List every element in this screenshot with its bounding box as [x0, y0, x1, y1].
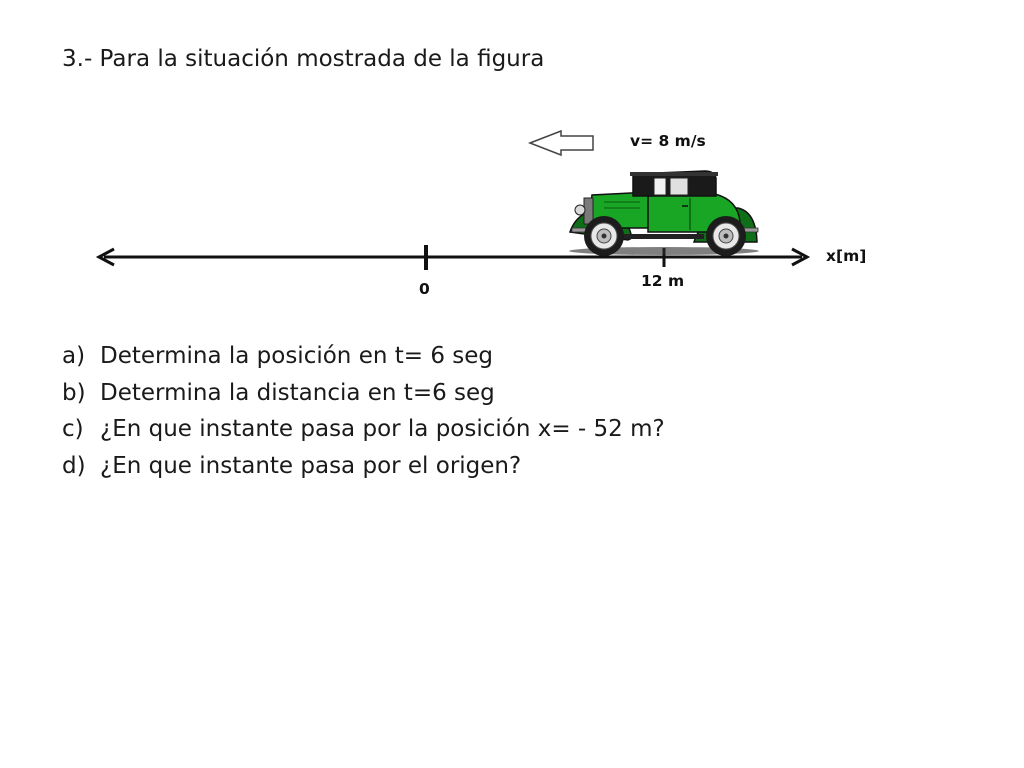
- velocity-label: v= 8 m/s: [630, 132, 706, 150]
- question-letter: d): [62, 452, 86, 479]
- question-letter: c): [62, 416, 84, 442]
- axis-label: x[m]: [826, 247, 867, 265]
- tick-12m-label: 12 m: [641, 272, 685, 290]
- motion-diagram: [0, 0, 1024, 330]
- list-item: [62, 375, 665, 412]
- velocity-arrow-icon: [530, 131, 593, 155]
- list-item: [62, 338, 665, 375]
- list-item: [62, 411, 665, 448]
- question-text: ¿En que instante pasa por el origen?: [100, 452, 522, 479]
- question-text: ¿En que instante pasa por la posición x= - 52 m?: [100, 416, 665, 442]
- list-item: [62, 448, 665, 485]
- tick-origin-label: 0: [419, 280, 430, 298]
- car-icon: [569, 171, 759, 256]
- question-letter: b): [62, 379, 86, 406]
- question-list: [62, 338, 665, 484]
- problem-title: 3.- Para la situación mostrada de la figura: [62, 46, 545, 72]
- question-text: Determina la distancia en t=6 seg: [100, 379, 495, 406]
- question-text: Determina la posición en t= 6 seg: [100, 343, 494, 369]
- question-letter: a): [62, 343, 86, 369]
